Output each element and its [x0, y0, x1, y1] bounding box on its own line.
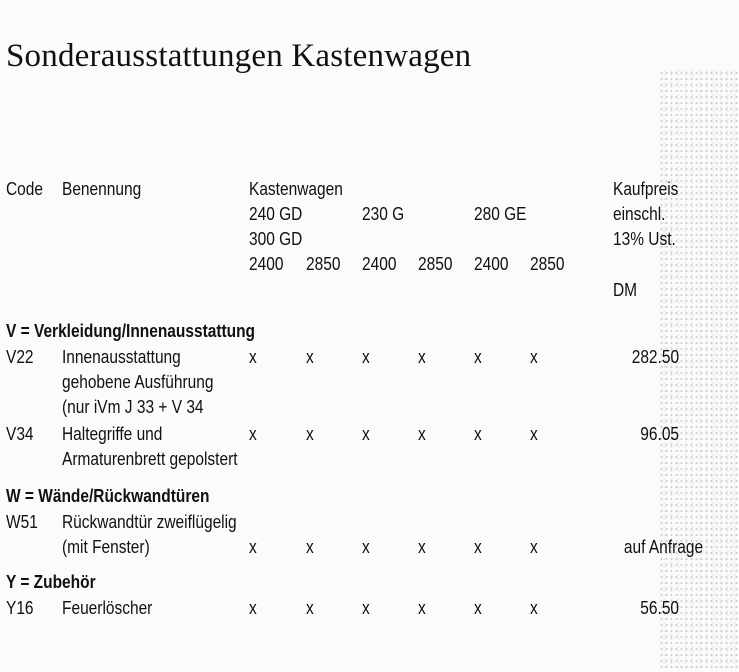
header-weight: 2400	[362, 254, 397, 274]
item-mark: x	[418, 598, 426, 618]
header-model: 300 GD	[249, 229, 303, 249]
item-mark: x	[530, 424, 538, 444]
item-mark: x	[249, 598, 257, 618]
item-price: auf Anfrage	[623, 537, 703, 557]
item-name: Armaturenbrett gepolstert	[62, 449, 238, 469]
item-code: V22	[6, 347, 34, 367]
header-weight: 2850	[530, 254, 565, 274]
item-price: 282.50	[631, 347, 679, 367]
item-mark: x	[306, 347, 314, 367]
page-title: Sonderausstattungen Kastenwagen	[6, 38, 472, 74]
header-weight: 2400	[474, 254, 509, 274]
item-mark: x	[362, 598, 370, 618]
item-mark: x	[362, 347, 370, 367]
item-price: 56.50	[640, 598, 679, 618]
header-model: 230 G	[362, 204, 405, 224]
item-name: Innenausstattung	[62, 347, 181, 367]
section-heading: W = Wände/Rückwandtüren	[6, 486, 210, 506]
item-name: (nur iVm J 33 + V 34	[62, 397, 204, 417]
item-code: V34	[6, 424, 34, 444]
header-weight: 2850	[306, 254, 341, 274]
item-mark: x	[306, 424, 314, 444]
item-mark: x	[530, 347, 538, 367]
item-mark: x	[474, 424, 482, 444]
header-price: einschl.	[613, 204, 666, 224]
section-heading: Y = Zubehör	[6, 572, 96, 592]
item-name: (mit Fenster)	[62, 537, 150, 557]
header-weight: 2850	[418, 254, 453, 274]
item-code: W51	[6, 512, 38, 532]
item-code: Y16	[6, 598, 34, 618]
item-mark: x	[474, 598, 482, 618]
item-mark: x	[362, 537, 370, 557]
item-price: 96.05	[640, 424, 679, 444]
item-mark: x	[362, 424, 370, 444]
item-mark: x	[249, 347, 257, 367]
header-code: Code	[6, 179, 44, 199]
header-vehicle: Kastenwagen	[249, 179, 343, 199]
item-name: Rückwandtür zweiflügelig	[62, 512, 237, 532]
header-model: 280 GE	[474, 204, 527, 224]
item-mark: x	[306, 537, 314, 557]
header-price: 13% Ust.	[613, 229, 676, 249]
item-mark: x	[530, 537, 538, 557]
section-heading: V = Verkleidung/Innenausstattung	[6, 321, 256, 341]
item-name: gehobene Ausführung	[62, 372, 214, 392]
header-price: Kaufpreis	[613, 179, 679, 199]
item-name: Feuerlöscher	[62, 598, 153, 618]
item-mark: x	[474, 347, 482, 367]
item-mark: x	[474, 537, 482, 557]
item-mark: x	[530, 598, 538, 618]
item-name: Haltegriffe und	[62, 424, 163, 444]
item-mark: x	[418, 347, 426, 367]
scan-noise	[659, 70, 739, 670]
header-weight: 2400	[249, 254, 284, 274]
item-mark: x	[418, 537, 426, 557]
header-model: 240 GD	[249, 204, 303, 224]
item-mark: x	[306, 598, 314, 618]
item-mark: x	[249, 424, 257, 444]
item-mark: x	[418, 424, 426, 444]
header-name: Benennung	[62, 179, 142, 199]
item-mark: x	[249, 537, 257, 557]
header-currency: DM	[613, 280, 638, 300]
